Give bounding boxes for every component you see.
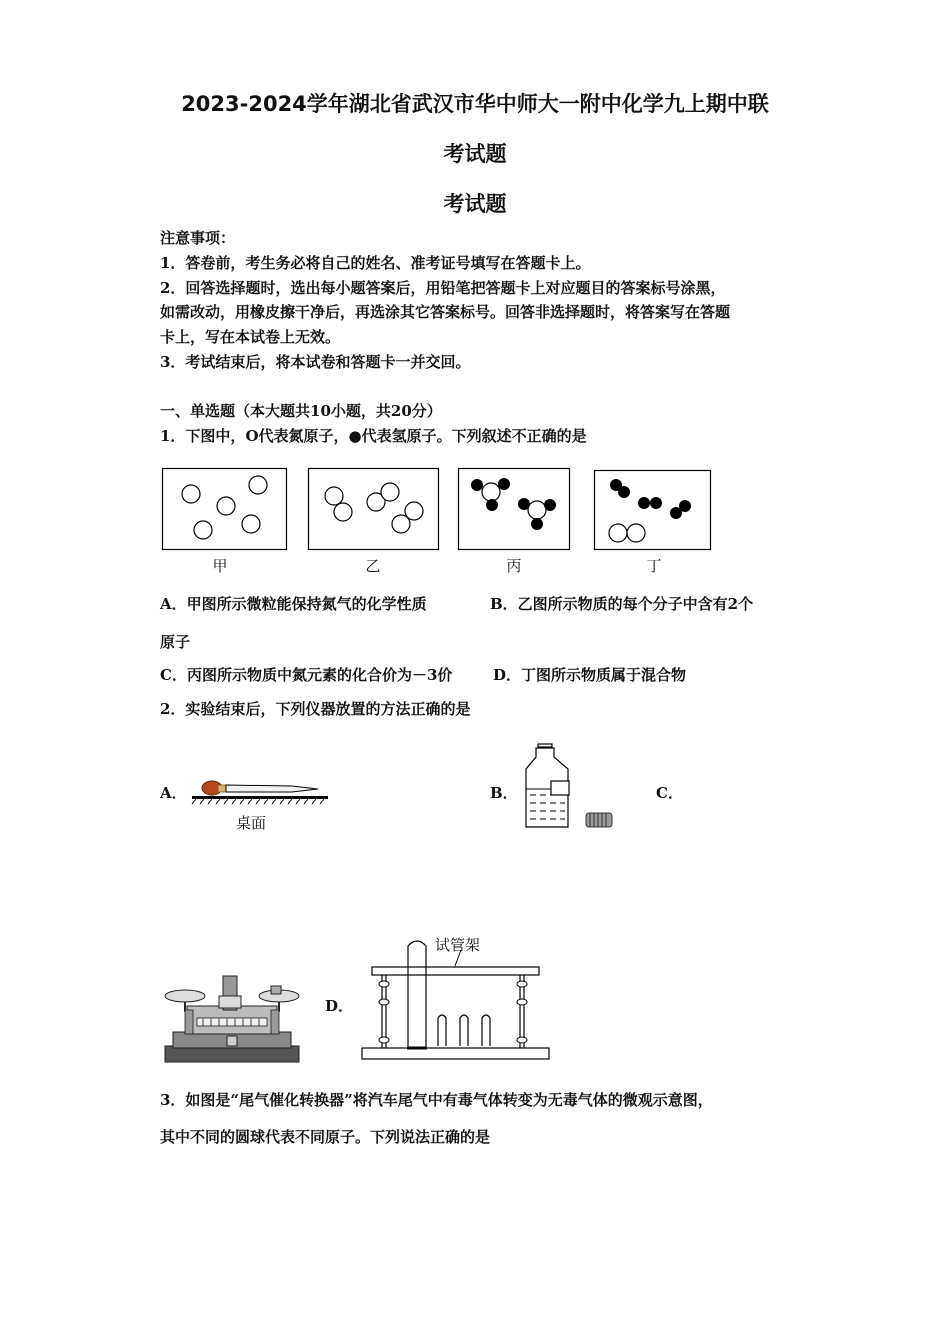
- q1-diagram-ding: [594, 470, 711, 550]
- reagent-bottle-figure: [524, 743, 616, 831]
- q2-stem: 2．实验结束后，下列仪器放置的方法正确的是: [160, 700, 471, 718]
- q1-option-c: C．丙图所示物质中氮元素的化合价为－3价: [160, 666, 453, 684]
- page-title: 2023-2024学年湖北省武汉市华中师大一附中化学九上期中联: [181, 92, 769, 116]
- q2-label-b: B．: [490, 784, 518, 802]
- notice-item-1: 1．答卷前，考生务必将自己的姓名、准考证号填写在答题卡上。: [160, 254, 591, 272]
- q3-stem-line1: 3．如图是“尾气催化转换器”将汽车尾气中有毒气体转变为无毒气体的微观示意图，: [160, 1091, 713, 1109]
- q3-stem-line2: 其中不同的圆球代表不同原子。下列说法正确的是: [160, 1128, 491, 1146]
- rack-label: 试管架: [435, 936, 481, 954]
- q1-diagram-bing: [458, 468, 570, 550]
- notice-item-3: 3．考试结束后，将本试卷和答题卡一并交回。: [160, 353, 471, 371]
- q2-label-d: D．: [325, 997, 354, 1015]
- section-heading: 一、单选题（本大题共10小题，共20分）: [160, 402, 442, 420]
- notice-item-2a: 2．回答选择题时，选出每小题答案后，用铅笔把答题卡上对应题目的答案标号涂黑，: [160, 279, 726, 297]
- q1-caption-jia: 甲: [212, 557, 228, 575]
- q1-caption-yi: 乙: [365, 557, 381, 575]
- q1-option-a: A．甲图所示微粒能保持氮气的化学性质: [160, 595, 427, 613]
- page-title-line2: 考试题: [443, 142, 507, 166]
- balance-scale-figure: [163, 970, 303, 1065]
- q1-caption-bing: 丙: [506, 557, 522, 575]
- q1-diagram-jia: [162, 468, 287, 550]
- notice-item-2c: 卡上，写在本试卷上无效。: [160, 328, 341, 346]
- q2-label-c: C．: [656, 784, 683, 802]
- q1-stem: 1．下图中，O代表氮原子，●代表氢原子。下列叙述不正确的是: [160, 427, 587, 445]
- q2-label-a: A．: [160, 784, 187, 802]
- notice-heading: 注意事项：: [160, 229, 236, 247]
- q1-option-d: D．丁图所示物质属于混合物: [493, 666, 687, 684]
- q1-option-b-cont: 原子: [160, 633, 191, 651]
- q1-diagram-yi: [308, 468, 439, 550]
- page-subtitle: 考试题: [443, 192, 507, 216]
- q1-option-b: B．乙图所示物质的每个分子中含有2个: [490, 595, 754, 613]
- notice-item-2b: 如需改动，用橡皮擦干净后，再选涂其它答案标号。回答非选择题时，将答案写在答题: [160, 303, 731, 321]
- q1-caption-ding: 丁: [646, 557, 662, 575]
- desk-label: 桌面: [236, 814, 267, 832]
